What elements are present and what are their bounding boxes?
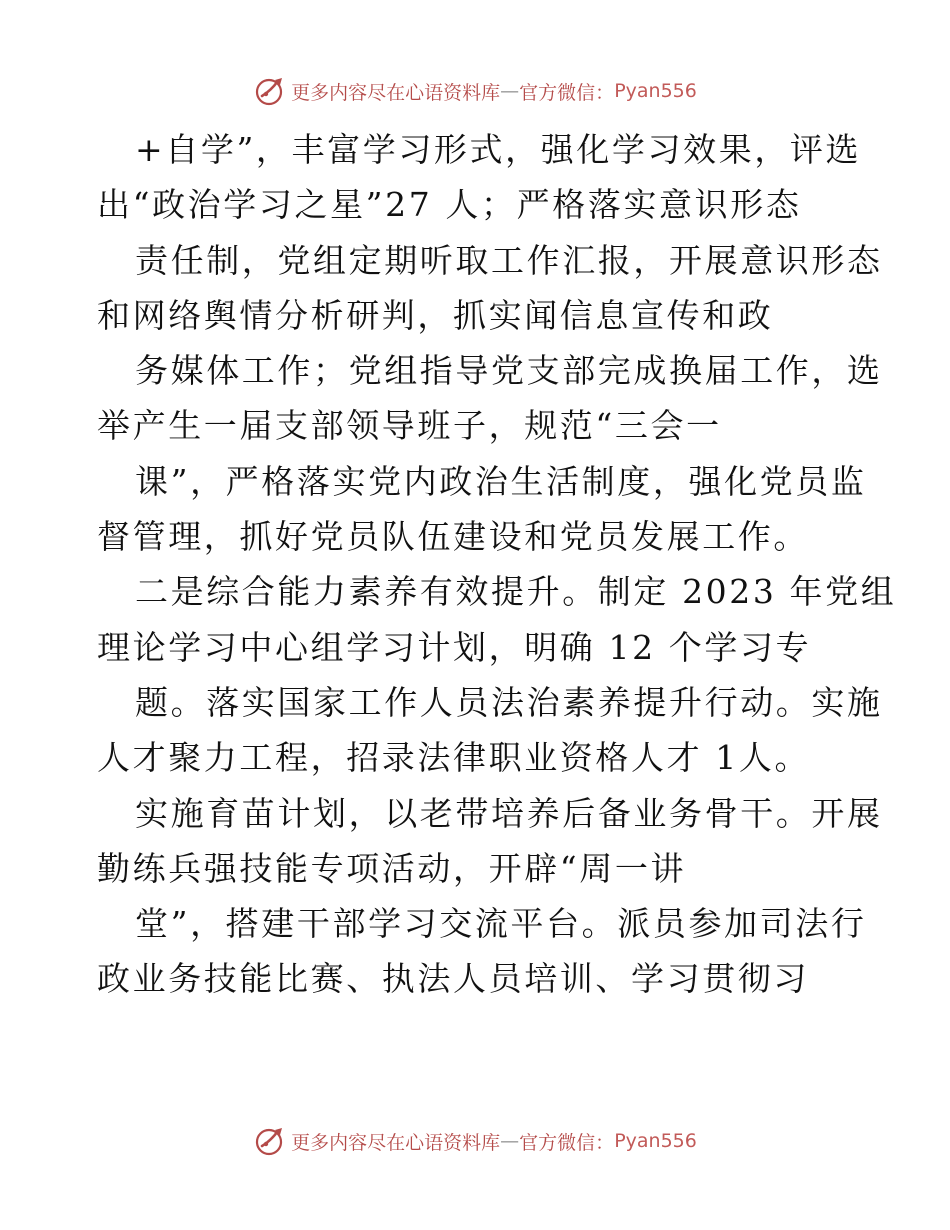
text-line: 和网络舆情分析研判，抓实闻信息宣传和政 [97, 295, 774, 335]
watermark-footer [0, 1121, 950, 1161]
pen-logo-icon [253, 74, 287, 108]
text-line: 题。落实国家工作人员法治素养提升行动。实施 [135, 682, 883, 722]
text-line: 二是综合能力素养有效提升。制定 2023 年党组 [135, 572, 897, 612]
pen-logo-icon [253, 1124, 287, 1158]
watermark-wechat-label: 官方微信： [519, 81, 615, 104]
watermark-brand: 更多内容尽在心语资料库 [291, 1131, 501, 1154]
text-line: 务媒体工作；党组指导党支部完成换届工作，选 [135, 351, 883, 391]
watermark-separator: — [500, 1130, 520, 1152]
text-line: 实施育苗计划，以老带培养后备业务骨干。开展 [135, 793, 883, 833]
watermark-wechat-id: Pyan556 [614, 80, 697, 102]
text-line: 理论学习中心组学习计划，明确 12 个学习专 [97, 627, 812, 667]
watermark-wechat-id: Pyan556 [614, 1130, 697, 1152]
text-line: 出“政治学习之星”27 人；严格落实意识形态 [97, 185, 802, 225]
watermark-wechat-label: 官方微信： [519, 1131, 615, 1154]
text-line: 督管理，抓好党员队伍建设和党员发展工作。 [97, 517, 809, 557]
text-line: 堂”，搭建干部学习交流平台。派员参加司法行 [135, 904, 867, 944]
text-line: 人才聚力工程，招录法律职业资格人才 1人。 [97, 738, 811, 778]
document-body [97, 122, 897, 1007]
text-line: 举产生一届支部领导班子，规范“三会一 [97, 406, 722, 446]
text-line: 政业务技能比赛、执法人员培训、学习贯彻习 [97, 959, 809, 999]
watermark-separator: — [500, 80, 520, 102]
text-line: 勤练兵强技能专项活动，开辟“周一讲 [97, 848, 687, 888]
text-line: 课”，严格落实党内政治生活制度，强化党员监 [135, 461, 867, 501]
watermark-brand: 更多内容尽在心语资料库 [291, 81, 501, 104]
text-line: 责任制，党组定期听取工作汇报，开展意识形态 [135, 240, 883, 280]
watermark-header [0, 71, 950, 111]
text-line: +自学”，丰富学习形式，强化学习效果，评选 [135, 130, 862, 169]
